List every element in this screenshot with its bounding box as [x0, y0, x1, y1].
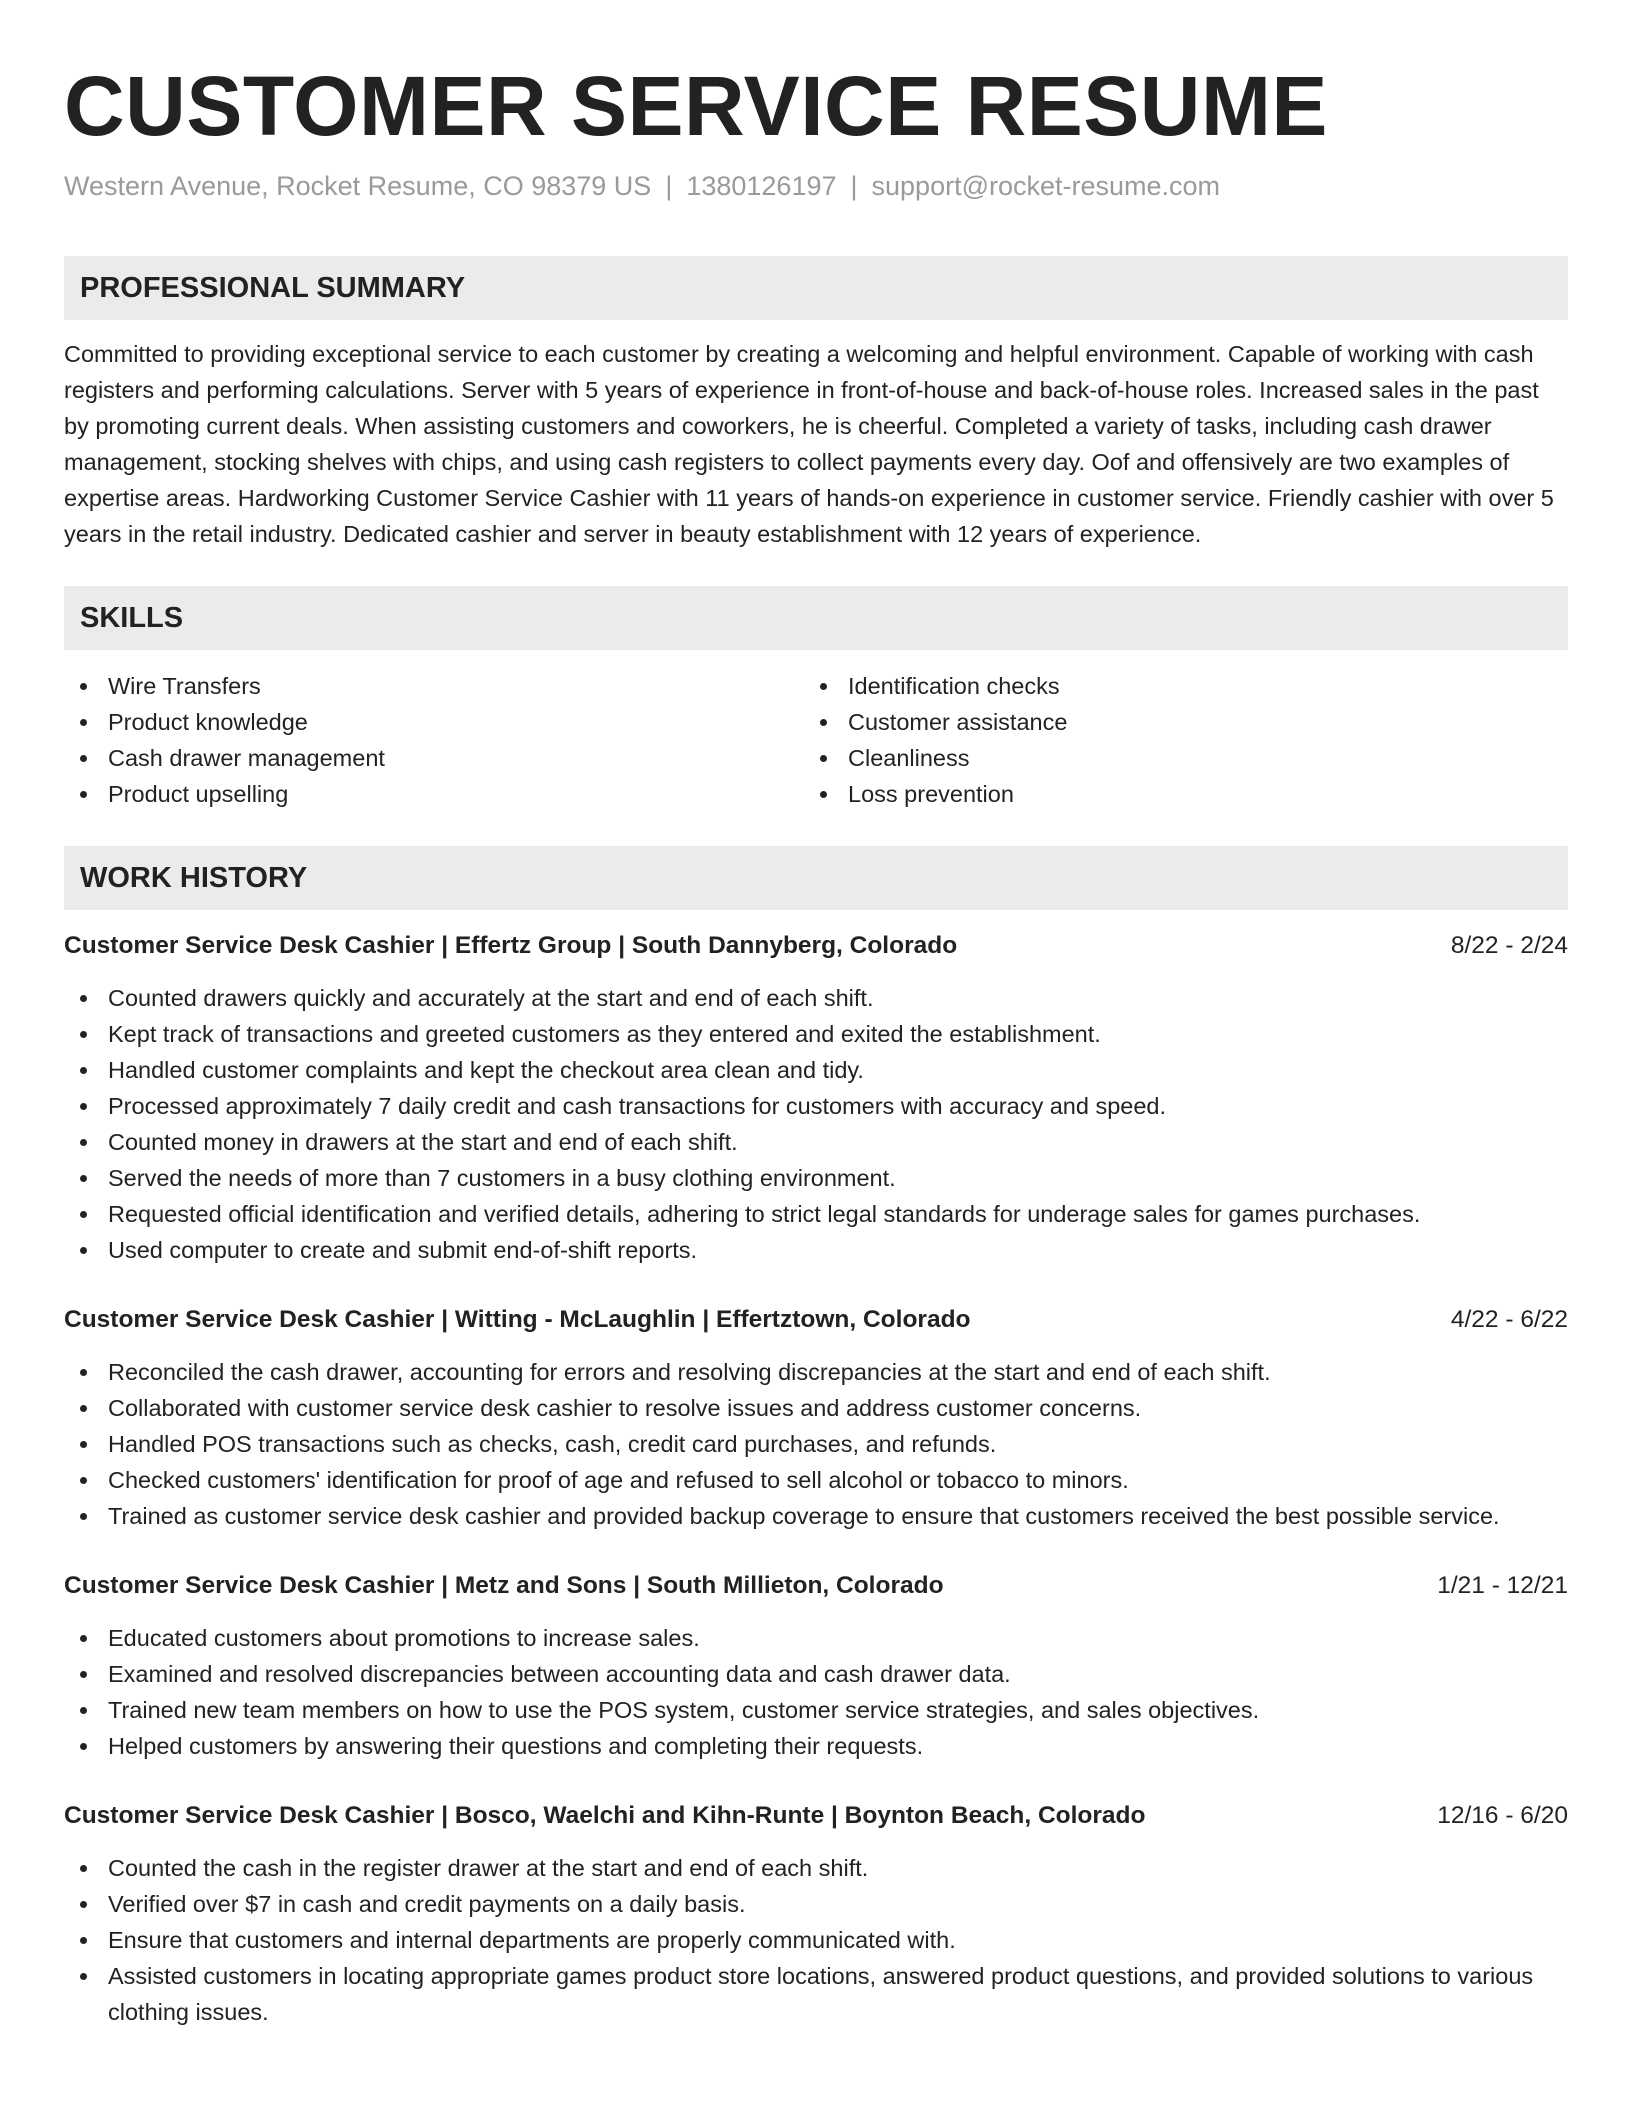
job-bullet: Trained new team members on how to use the POS system, customer service strategies, and sales objectives. — [64, 1692, 1568, 1728]
job-bullets — [64, 1620, 1568, 1764]
job-dates: 8/22 - 2/24 — [1450, 932, 1568, 959]
summary-text: Committed to providing exceptional service to each customer by creating a welcoming and helpful environment. Capable of working with cash registers and performing calculations. Server with 5 years of experience in front-of-house and back-of-house roles. Increased sales in the past by promoting current deals. When assisting customers and coworkers, he is cheerful. Completed a variety of tasks, including cash drawer management, stocking shelves with chips, and using cash registers to collect payments every day. Oof and offensively are two examples of expertise areas. Hardworking Customer Service Cashier with 11 years of hands-on experience in customer service. Friendly cashier with over 5 years in the retail industry. Dedicated cashier and server in beauty establishment with 12 years of experience. — [64, 341, 1554, 547]
job-bullet: Assisted customers in locating appropriate games product store locations, answered product questions, and provided solutions to various clothing issues. — [64, 1958, 1568, 2030]
job-entry — [64, 1302, 1568, 1534]
skill-item: Product knowledge — [64, 704, 804, 740]
job-bullet: Handled customer complaints and kept the checkout area clean and tidy. — [64, 1052, 1568, 1088]
job-bullets — [64, 1850, 1568, 2030]
contact-email: support@rocket-resume.com — [871, 171, 1221, 201]
job-header — [64, 1798, 1568, 1834]
job-title: Customer Service Desk Cashier | Bosco, Waelchi and Kihn-Runte | Boynton Beach, Colorado — [64, 1802, 1146, 1829]
skill-item: Product upselling — [64, 776, 804, 812]
job-title: Customer Service Desk Cashier | Effertz Group | South Dannyberg, Colorado — [64, 932, 958, 959]
job-dates: 12/16 - 6/20 — [1437, 1802, 1568, 1829]
skill-item: Identification checks — [804, 668, 1544, 704]
job-dates: 1/21 - 12/21 — [1437, 1572, 1568, 1599]
job-bullets — [64, 980, 1568, 1268]
job-bullet: Verified over $7 in cash and credit payments on a daily basis. — [64, 1886, 1568, 1922]
contact-separator: | — [850, 171, 858, 201]
job-bullet: Educated customers about promotions to increase sales. — [64, 1620, 1568, 1656]
skill-item: Loss prevention — [804, 776, 1544, 812]
job-bullet: Trained as customer service desk cashier and provided backup coverage to ensure that customers received the best possible service. — [64, 1498, 1568, 1534]
job-bullet: Counted money in drawers at the start and end of each shift. — [64, 1124, 1568, 1160]
job-bullets — [64, 1354, 1568, 1534]
job-title: Customer Service Desk Cashier | Metz and Sons | South Millieton, Colorado — [64, 1572, 944, 1599]
resume-title: CUSTOMER SERVICE RESUME — [64, 59, 1328, 153]
skills-heading: SKILLS — [64, 586, 1568, 650]
skills-column-right — [804, 668, 1544, 812]
job-bullet: Examined and resolved discrepancies between accounting data and cash drawer data. — [64, 1656, 1568, 1692]
job-bullet: Checked customers' identification for proof of age and refused to sell alcohol or tobacco to minors. — [64, 1462, 1568, 1498]
job-dates: 4/22 - 6/22 — [1450, 1306, 1568, 1333]
contact-address: Western Avenue, Rocket Resume, CO 98379 US — [64, 171, 652, 201]
job-header — [64, 1302, 1568, 1338]
contact-separator: | — [665, 171, 673, 201]
job-bullet: Used computer to create and submit end-of-shift reports. — [64, 1232, 1568, 1268]
skills-list — [64, 668, 1568, 812]
skill-item: Customer assistance — [804, 704, 1544, 740]
job-bullet: Kept track of transactions and greeted customers as they entered and exited the establishment. — [64, 1016, 1568, 1052]
skills-column-left — [64, 668, 804, 812]
job-bullet: Helped customers by answering their questions and completing their requests. — [64, 1728, 1568, 1764]
contact-line — [64, 168, 1568, 204]
job-entry — [64, 1568, 1568, 1764]
job-bullet: Collaborated with customer service desk cashier to resolve issues and address customer concerns. — [64, 1390, 1568, 1426]
skill-item: Cleanliness — [804, 740, 1544, 776]
work-history-heading: WORK HISTORY — [64, 846, 1568, 910]
job-title: Customer Service Desk Cashier | Witting - McLaughlin | Effertztown, Colorado — [64, 1306, 971, 1333]
skill-item: Cash drawer management — [64, 740, 804, 776]
job-bullet: Reconciled the cash drawer, accounting for errors and resolving discrepancies at the start and end of each shift. — [64, 1354, 1568, 1390]
job-entry — [64, 928, 1568, 1268]
job-bullet: Served the needs of more than 7 customers in a busy clothing environment. — [64, 1160, 1568, 1196]
summary-heading: PROFESSIONAL SUMMARY — [64, 256, 1568, 320]
job-header — [64, 1568, 1568, 1604]
job-bullet: Handled POS transactions such as checks, cash, credit card purchases, and refunds. — [64, 1426, 1568, 1462]
contact-phone: 1380126197 — [686, 171, 837, 201]
job-bullet: Counted the cash in the register drawer at the start and end of each shift. — [64, 1850, 1568, 1886]
job-bullet: Counted drawers quickly and accurately at the start and end of each shift. — [64, 980, 1568, 1016]
job-bullet: Requested official identification and verified details, adhering to strict legal standards for underage sales for games purchases. — [64, 1196, 1568, 1232]
job-header — [64, 928, 1568, 964]
skill-item: Wire Transfers — [64, 668, 804, 704]
job-entry — [64, 1798, 1568, 2030]
job-bullet: Processed approximately 7 daily credit and cash transactions for customers with accuracy and speed. — [64, 1088, 1568, 1124]
job-bullet: Ensure that customers and internal departments are properly communicated with. — [64, 1922, 1568, 1958]
